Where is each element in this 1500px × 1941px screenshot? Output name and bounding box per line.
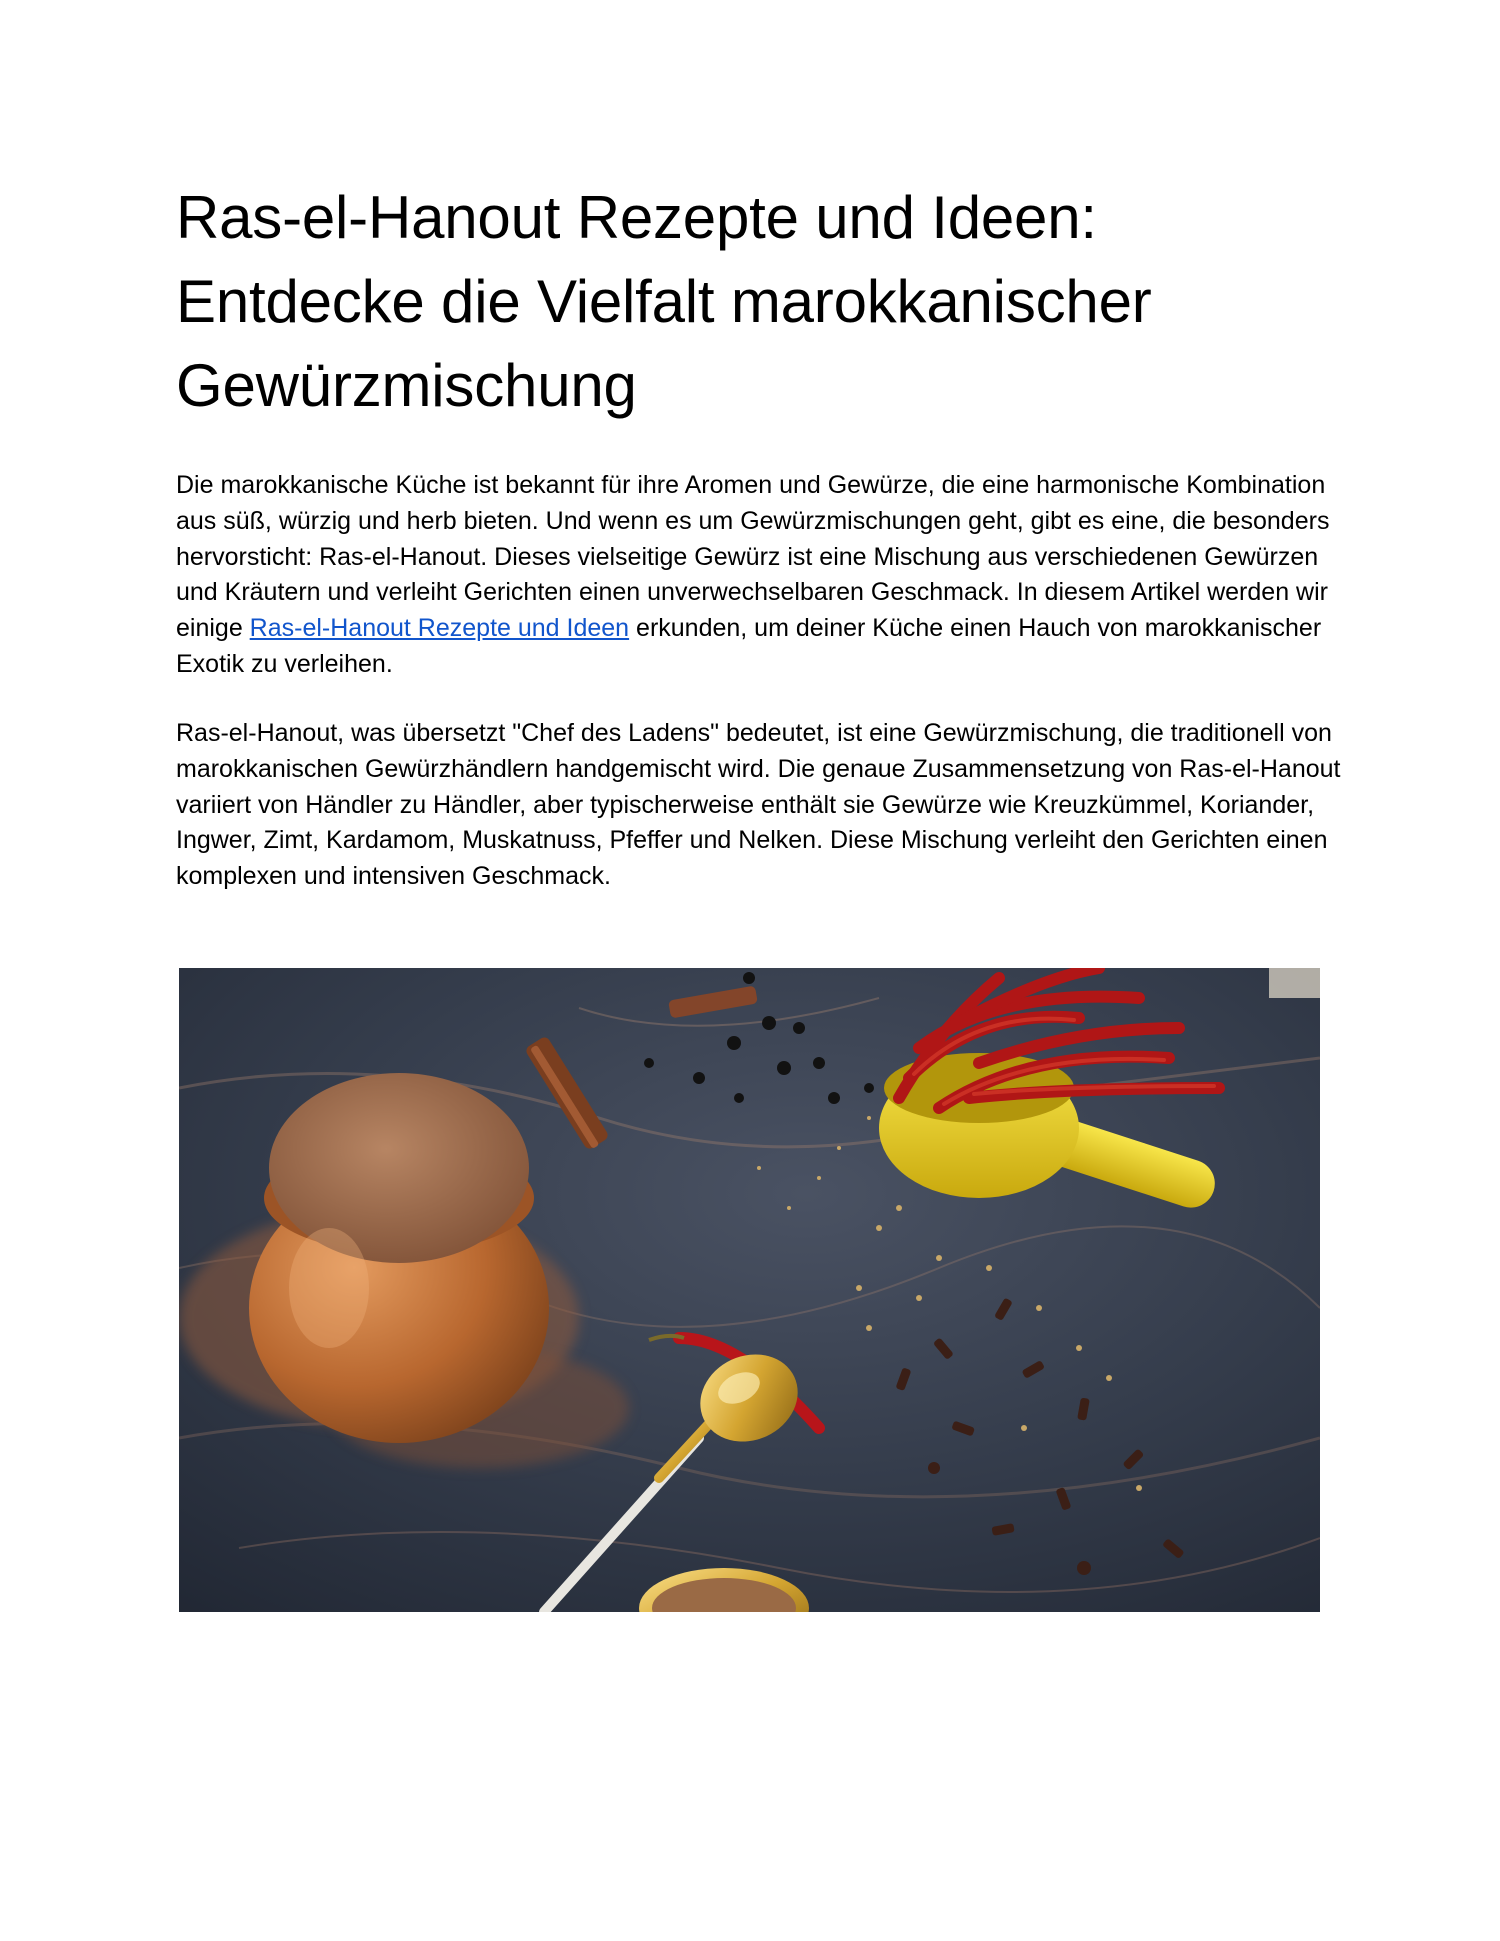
clay-pot — [249, 1073, 549, 1443]
spice-powder-mound — [269, 1073, 529, 1263]
spices-photo — [179, 968, 1320, 1612]
intro-text-after-link: erkunden, um deiner Küche einen Hauch von marokkanischer Exotik zu verleihen. — [176, 614, 1322, 678]
page-title: Ras-el-Hanout Rezepte und Ideen: Entdecke die Vielfalt marokkanischer Gewürzmischung — [176, 184, 1152, 419]
description-paragraph: Ras-el-Hanout, was übersetzt "Chef des Ladens" bedeutet, ist eine Gewürzmischung, die traditionell von marokkanischen Gewürzhändlern handgemischt wird. Die genaue Zusammensetzung von Ras-el-Hanout variiert von Händler zu Händler, aber typischerweise enthält sie Gewürze wie Kreuzkümmel, Koriander, Ingwer, Zimt, Kardamom, Muskatnuss, Pfeffer und Nelken. Diese Mischung verleiht den Gerichten einen komplexen und intensiven Geschmack. — [176, 719, 1341, 891]
intro-text-before-link: Die marokkanische Küche ist bekannt für ihre Aromen und Gewürze, die eine harmonische Kombination aus süß, würzig und herb bieten. Und wenn es um Gewürzmischungen geht, gibt es eine, die besonders hervorsticht: Ras-el-Hanout. Dieses vielseitige Gewürz ist eine Mischung aus verschiedenen Gewürzen und Kräutern und verleiht Gerichten einen unverwechselbaren Geschmack. In diesem Artikel werden wir einige — [176, 471, 1330, 643]
ras-el-hanout-recipes-link[interactable]: Ras-el-Hanout Rezepte und Ideen — [249, 614, 630, 643]
intro-paragraph — [176, 468, 1341, 683]
light-corner — [1269, 968, 1320, 998]
